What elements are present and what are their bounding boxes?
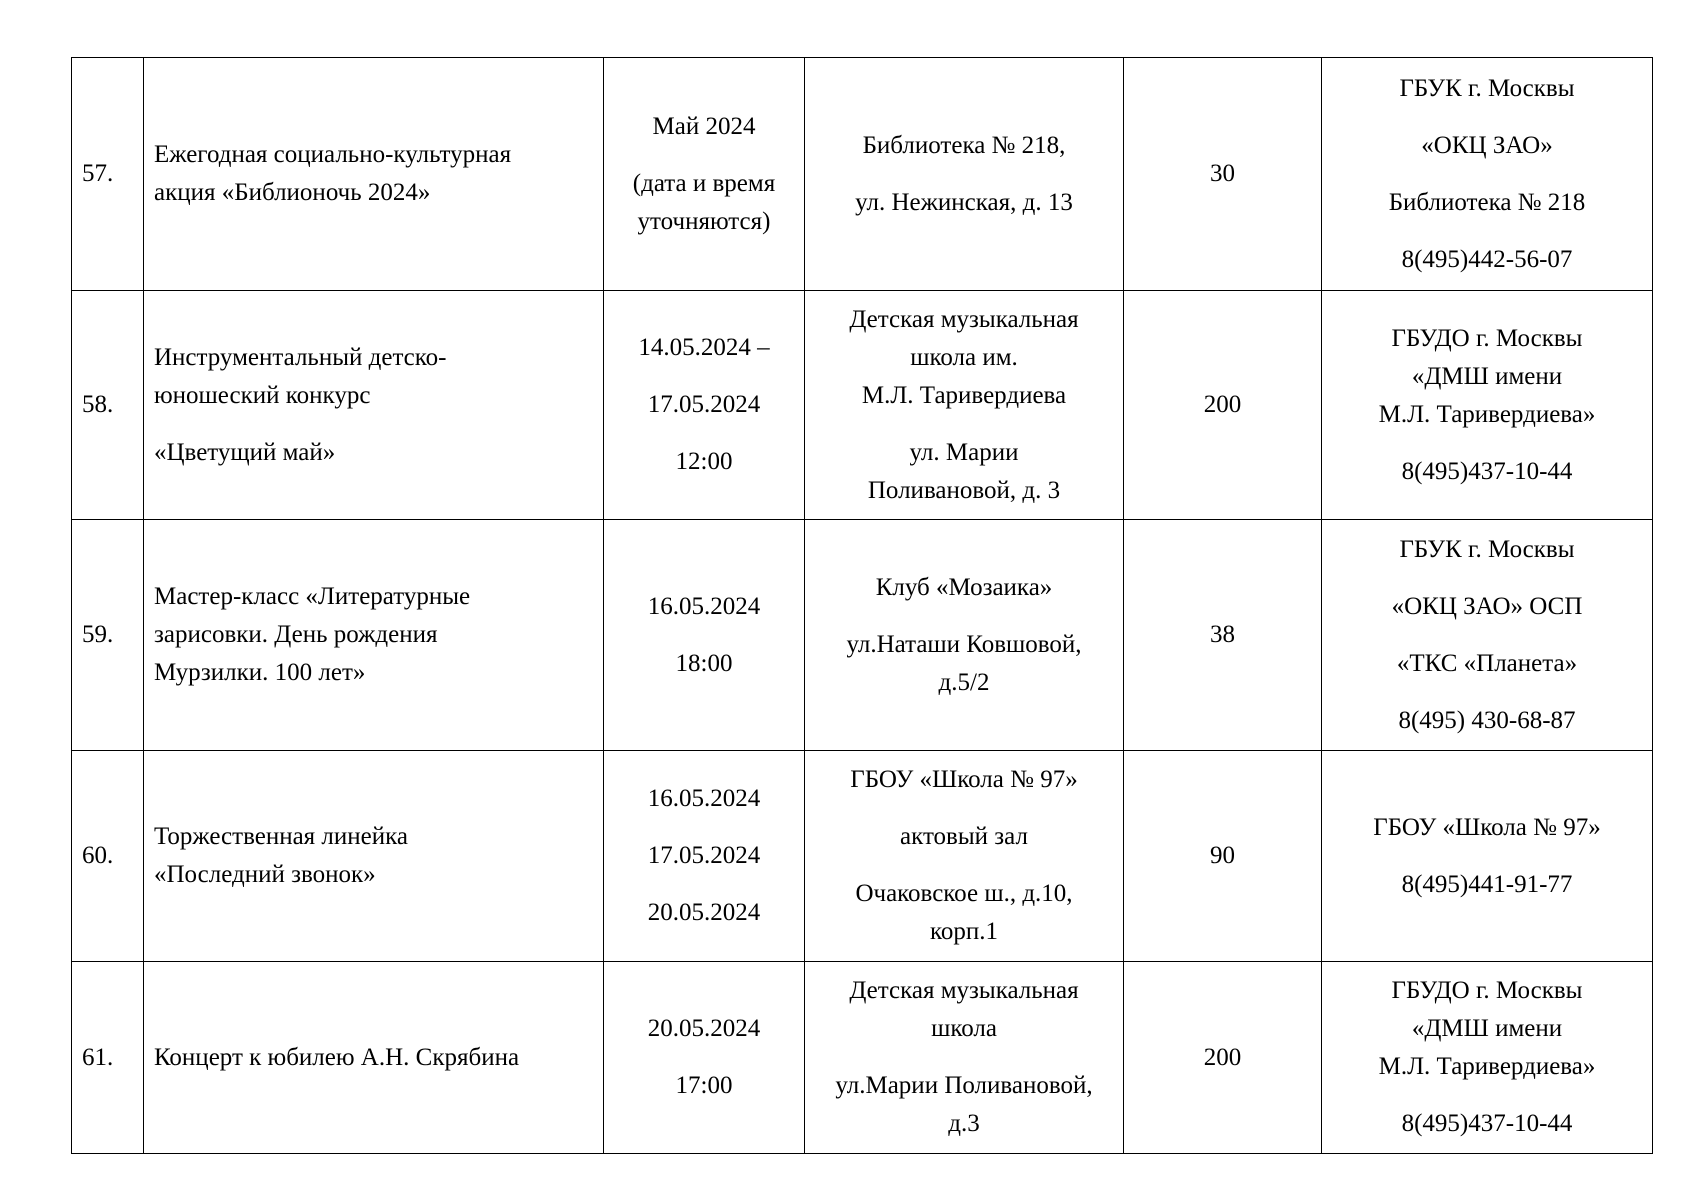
cell-line: «ОКЦ ЗАО» — [1421, 131, 1553, 159]
cell-line: 17.05.2024 — [647, 842, 761, 869]
cell-line: «Последний звонок» — [154, 861, 376, 888]
paragraph-gap — [614, 818, 794, 837]
cell-line: 8(495)442-56-07 — [1401, 245, 1573, 273]
cell-line: ГБУДО г. Москвы — [1391, 977, 1583, 1004]
paragraph-gap — [614, 146, 794, 165]
paragraph-gap — [815, 415, 1113, 434]
event-name-cell — [144, 962, 604, 1154]
paragraph-gap — [1332, 847, 1642, 866]
row-number-cell — [72, 962, 144, 1154]
cell-line: ГБОУ «Школа № 97» — [1373, 813, 1601, 841]
paragraph-gap — [154, 415, 593, 434]
cell-line: ул.Марии Поливановой, — [835, 1072, 1093, 1099]
cell-line: школа им. — [910, 343, 1018, 371]
cell-line: ГБУДО г. Москвы — [1391, 324, 1583, 352]
cell-line: Концерт к юбилею А.Н. Скрябина — [154, 1043, 520, 1071]
cell-line: (дата и время — [632, 169, 776, 197]
cell-line: Торжественная линейка — [154, 823, 409, 850]
cell-value: 58. — [82, 391, 114, 418]
paragraph-gap — [614, 626, 794, 645]
paragraph-gap — [1332, 108, 1642, 127]
row-number-cell — [72, 520, 144, 751]
cell-line: 17:00 — [675, 1072, 733, 1099]
event-name-cell — [144, 751, 604, 962]
participants-count-cell — [1124, 962, 1322, 1154]
cell-line: д.3 — [948, 1110, 980, 1137]
event-date-cell — [604, 751, 805, 962]
cell-line: 8(495)437-10-44 — [1401, 1110, 1573, 1137]
event-date-cell — [604, 291, 805, 520]
event-place-cell — [805, 751, 1124, 962]
event-date-cell — [604, 962, 805, 1154]
cell-line: 8(495)441-91-77 — [1401, 870, 1573, 898]
cell-line: Поливановой, д. 3 — [867, 476, 1061, 504]
event-place-cell — [805, 962, 1124, 1154]
event-date-cell — [604, 58, 805, 291]
cell-line: 8(495) 430-68-87 — [1398, 706, 1576, 734]
cell-line: Детская музыкальная — [849, 977, 1079, 1004]
cell-line: зарисовки. День рождения — [154, 621, 438, 648]
cell-line: Ежегодная социально-культурная — [154, 141, 512, 168]
cell-line: «ДМШ имени — [1411, 1015, 1563, 1042]
row-number-cell — [72, 291, 144, 520]
cell-line: «ОКЦ ЗАО» ОСП — [1391, 592, 1583, 620]
cell-line: Мурзилки. 100 лет» — [154, 659, 366, 686]
event-name-cell — [144, 291, 604, 520]
cell-value: 30 — [1210, 160, 1235, 187]
cell-value: 61. — [82, 1043, 114, 1071]
table-row — [72, 520, 1653, 751]
organizer-cell — [1322, 520, 1653, 751]
cell-line: Инструментальный детско- — [154, 343, 447, 371]
paragraph-gap — [614, 424, 794, 443]
cell-line: уточняются) — [637, 207, 771, 235]
cell-value: 60. — [82, 842, 114, 869]
event-place-cell — [805, 291, 1124, 520]
cell-line: ул.Наташи Ковшовой, — [846, 630, 1082, 658]
cell-line: корп.1 — [929, 918, 998, 945]
cell-line: 8(495)437-10-44 — [1401, 457, 1573, 485]
participants-count-cell — [1124, 520, 1322, 751]
cell-line: ГБУК г. Москвы — [1399, 535, 1575, 563]
cell-line: М.Л. Таривердиева — [861, 381, 1067, 409]
event-place-cell — [805, 58, 1124, 291]
cell-value: 200 — [1203, 391, 1242, 418]
row-number-cell — [72, 751, 144, 962]
cell-line: М.Л. Таривердиева» — [1378, 1053, 1596, 1080]
event-date-cell — [604, 520, 805, 751]
cell-line: акция «Библионочь 2024» — [154, 179, 431, 206]
paragraph-gap — [815, 799, 1113, 818]
event-place-cell — [805, 520, 1124, 751]
paragraph-gap — [614, 875, 794, 894]
cell-line: «ТКС «Планета» — [1396, 649, 1578, 677]
row-number-cell — [72, 58, 144, 291]
paragraph-gap — [1332, 222, 1642, 241]
cell-value: 38 — [1210, 621, 1235, 648]
paragraph-gap — [815, 607, 1113, 626]
paragraph-gap — [815, 856, 1113, 875]
participants-count-cell — [1124, 291, 1322, 520]
cell-line: Май 2024 — [652, 112, 756, 140]
paragraph-gap — [1332, 165, 1642, 184]
paragraph-gap — [815, 165, 1113, 184]
cell-value: 200 — [1203, 1043, 1242, 1071]
organizer-cell — [1322, 291, 1653, 520]
cell-line: Очаковское ш., д.10, — [855, 880, 1073, 907]
cell-line: ул. Нежинская, д. 13 — [855, 188, 1073, 216]
paragraph-gap — [1332, 626, 1642, 645]
cell-value: 59. — [82, 621, 114, 648]
participants-count-cell — [1124, 751, 1322, 962]
cell-line: актовый зал — [900, 823, 1028, 850]
cell-line: «Цветущий май» — [154, 438, 336, 466]
cell-line: ул. Марии — [909, 438, 1019, 466]
participants-count-cell — [1124, 58, 1322, 291]
cell-line: 20.05.2024 — [647, 1015, 761, 1042]
table-row — [72, 751, 1653, 962]
cell-line: 12:00 — [675, 448, 733, 475]
organizer-cell — [1322, 962, 1653, 1154]
cell-value: 57. — [82, 160, 114, 187]
paragraph-gap — [1332, 434, 1642, 453]
table-row — [72, 962, 1653, 1154]
cell-line: школа — [931, 1015, 997, 1042]
table-row — [72, 291, 1653, 520]
cell-line: ГБУК г. Москвы — [1399, 74, 1575, 102]
cell-line: М.Л. Таривердиева» — [1378, 400, 1596, 428]
cell-line: Клуб «Мозаика» — [875, 573, 1053, 601]
paragraph-gap — [614, 1048, 794, 1067]
table-row — [72, 58, 1653, 291]
cell-line: Библиотека № 218 — [1388, 188, 1586, 216]
paragraph-gap — [1332, 1086, 1642, 1105]
cell-line: д.5/2 — [938, 668, 990, 696]
event-name-cell — [144, 58, 604, 291]
cell-line: Мастер-класс «Литературные — [154, 583, 471, 610]
events-table-body — [72, 58, 1653, 1154]
cell-line: 16.05.2024 — [647, 785, 761, 812]
cell-line: юношеский конкурс — [154, 381, 371, 409]
organizer-cell — [1322, 58, 1653, 291]
paragraph-gap — [614, 367, 794, 386]
cell-line: Детская музыкальная — [849, 305, 1079, 333]
organizer-cell — [1322, 751, 1653, 962]
cell-value: 90 — [1210, 842, 1235, 869]
event-name-cell — [144, 520, 604, 751]
paragraph-gap — [815, 1048, 1113, 1067]
events-table — [71, 57, 1653, 1154]
cell-line: 16.05.2024 — [647, 592, 761, 620]
cell-line: ГБОУ «Школа № 97» — [850, 766, 1078, 793]
paragraph-gap — [1332, 569, 1642, 588]
paragraph-gap — [1332, 683, 1642, 702]
cell-line: «ДМШ имени — [1411, 362, 1563, 390]
cell-line: 20.05.2024 — [647, 899, 761, 926]
cell-line: Библиотека № 218, — [862, 131, 1066, 159]
cell-line: 14.05.2024 – — [638, 334, 770, 361]
cell-line: 17.05.2024 — [647, 391, 761, 418]
cell-line: 18:00 — [675, 649, 733, 677]
